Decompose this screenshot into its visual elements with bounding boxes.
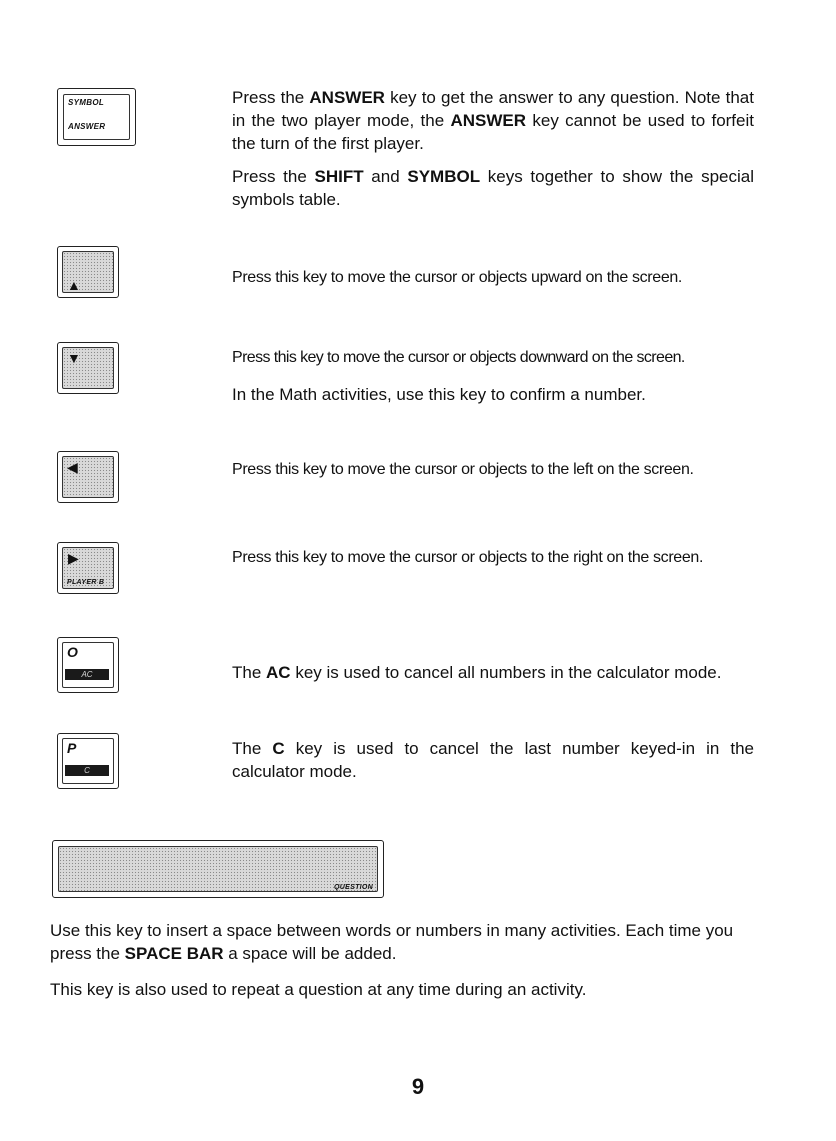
up-key-text: Press this key to move the cursor or objects upward on the screen. <box>232 269 683 286</box>
right-key-text: Press this key to move the cursor or objects to the right on the screen. <box>232 549 704 566</box>
space-bar-paragraph: Use this key to insert a space between words or numbers in many activities. Each time you press the SPACE BAR a space will be added. <box>50 921 734 963</box>
left-arrow-icon: ◀ <box>67 459 78 475</box>
repeat-question-paragraph: This key is also used to repeat a question at any time during an activity. <box>50 980 587 999</box>
ac-key-letter: O <box>67 644 78 660</box>
down-arrow-key-icon <box>57 342 119 394</box>
left-arrow-key-icon <box>57 451 119 503</box>
c-key-label: C <box>65 765 109 776</box>
question-label: QUESTION <box>334 884 373 891</box>
ac-key-text: The AC key is used to cancel all numbers in the calculator mode. <box>232 663 722 682</box>
c-key-letter: P <box>67 740 77 756</box>
ac-key-icon <box>57 637 119 693</box>
answer-section-text <box>232 86 754 221</box>
player-b-label: PLAYER B <box>67 579 105 586</box>
ac-key-label: AC <box>65 669 109 680</box>
down-arrow-icon: ▼ <box>67 350 81 366</box>
right-arrow-icon: ▶ <box>68 550 79 566</box>
left-key-text: Press this key to move the cursor or objects to the left on the screen. <box>232 461 694 478</box>
symbol-answer-key-icon <box>57 88 136 146</box>
right-arrow-key-icon <box>57 542 119 594</box>
symbol-paragraph: Press the SHIFT and SYMBOL keys together to show the special symbols table. <box>232 167 755 209</box>
c-key-text: The C key is used to cancel the last number keyed-in in the calculator mode. <box>232 739 754 781</box>
up-arrow-icon: ▲ <box>67 277 81 293</box>
down-key-math-text: In the Math activities, use this key to confirm a number. <box>232 385 646 404</box>
space-bar-key-icon <box>52 840 384 898</box>
down-key-text: Press this key to move the cursor or objects downward on the screen. <box>232 349 685 366</box>
space-bar-text <box>50 919 750 1014</box>
c-key-icon <box>57 733 119 789</box>
up-arrow-key-icon <box>57 246 119 298</box>
page-number: 9 <box>411 1074 425 1099</box>
symbol-key-label: SYMBOL <box>68 98 105 107</box>
answer-key-label: ANSWER <box>68 122 106 131</box>
answer-paragraph: Press the ANSWER key to get the answer to any question. Note that in the two player mode, the ANSWER key cannot be used to forfeit the turn of the first player. <box>232 88 754 153</box>
